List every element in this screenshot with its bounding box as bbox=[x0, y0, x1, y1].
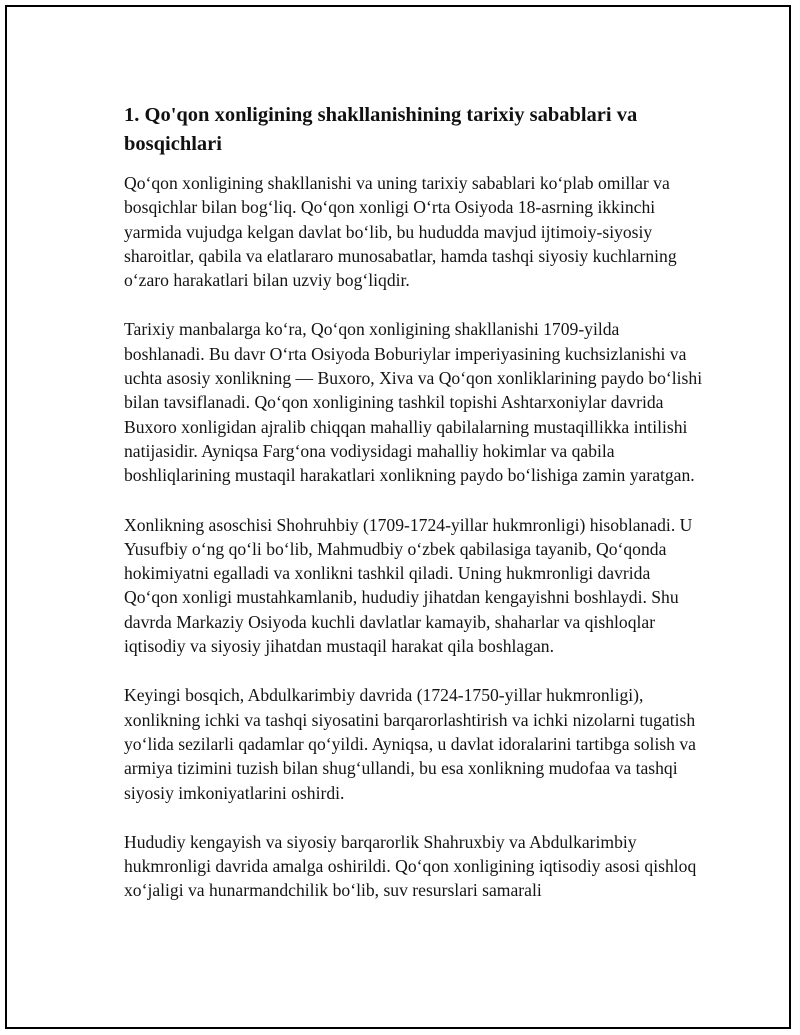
section-heading: 1. Qo'qon xonligining shakllanishining tarixiy sabablari va bosqichlari bbox=[124, 104, 638, 155]
page-frame bbox=[5, 5, 791, 1029]
paragraph-next-stage: Keyingi bosqich, Abdulkarimbiy davrida (1724-1750-yillar hukmronligi), xonlikning ichki va tashqi siyosatini barqarorlashtirish va ichki nizolarni tugatish yo‘lida sezilarli qadamlar qo‘yildi. Ayniqsa, u davlat idoralarini tartibga solish va armiya tizimini tuzish bilan shug‘ullandi, bu esa xonlikning mudofaa va tashqi siyosiy imkoniyatlarini oshirdi. bbox=[124, 685, 696, 803]
paragraph-founder: Xonlikning asoschisi Shohruhbiy (1709-1724-yillar hukmronligi) hisoblanadi. U Yusufbiy o‘ng qo‘li bo‘lib, Mahmudbiy o‘zbek qabilasiga tayanib, Qo‘qonda hokimiyatni egalladi va xonlikni tashkil qiladi. Uning hukmronligi davrida Qo‘qon xonligi mustahkamlanib, hududiy jihatdan kengayishni boshlaydi. Shu davrda Markaziy Osiyoda kuchli davlatlar kamayib, shaharlar va qishloqlar iqtisodiy va siyosiy jihatdan mustaqil harakat qila boshlagan. bbox=[124, 514, 693, 657]
document-body bbox=[124, 101, 704, 928]
paragraph-expansion: Hududiy kengayish va siyosiy barqarorlik Shahruxbiy va Abdulkarimbiy hukmronligi davrida amalga oshirildi. Qo‘qon xonligining iqtisodiy asosi qishloq xo‘jaligi va hunarmandchilik bo‘lib, suv resurslari samarali bbox=[124, 831, 697, 901]
paragraph-sources: Tarixiy manbalarga ko‘ra, Qo‘qon xonligining shakllanishi 1709-yilda boshlanadi. Bu davr O‘rta Osiyoda Boburiylar imperiyasining kuchsizlanishi va uchta asosiy xonlikning — Buxoro, Xiva va Qo‘qon xonliklarining paydo bo‘lishi bilan tavsiflanadi. Qo‘qon xonligining tashkil topishi Ashtarxoniylar davrida Buxoro xonligidan ajralib chiqqan mahalliy qabilalarning mustaqillikka intilishi natijasidir. Ayniqsa Farg‘ona vodiysidagi mahalliy hokimlar va qabila boshliqlarining mustaqil harakatlari xonlikning paydo bo‘lishiga zamin yaratgan. bbox=[124, 319, 703, 486]
paragraph-intro: Qo‘qon xonligining shakllanishi va uning tarixiy sabablari ko‘plab omillar va bosqichlar bilan bog‘liq. Qo‘qon xonligi O‘rta Osiyoda 18-asrning ikkinchi yarmida vujudga kelgan davlat bo‘lib, bu hududda mavjud ijtimoiy-siyosiy sharoitlar, qabila va elatlararo munosabatlar, hamda tashqi siyosiy kuchlarning o‘zaro harakatlari bilan uzviy bog‘liqdir. bbox=[124, 173, 677, 291]
